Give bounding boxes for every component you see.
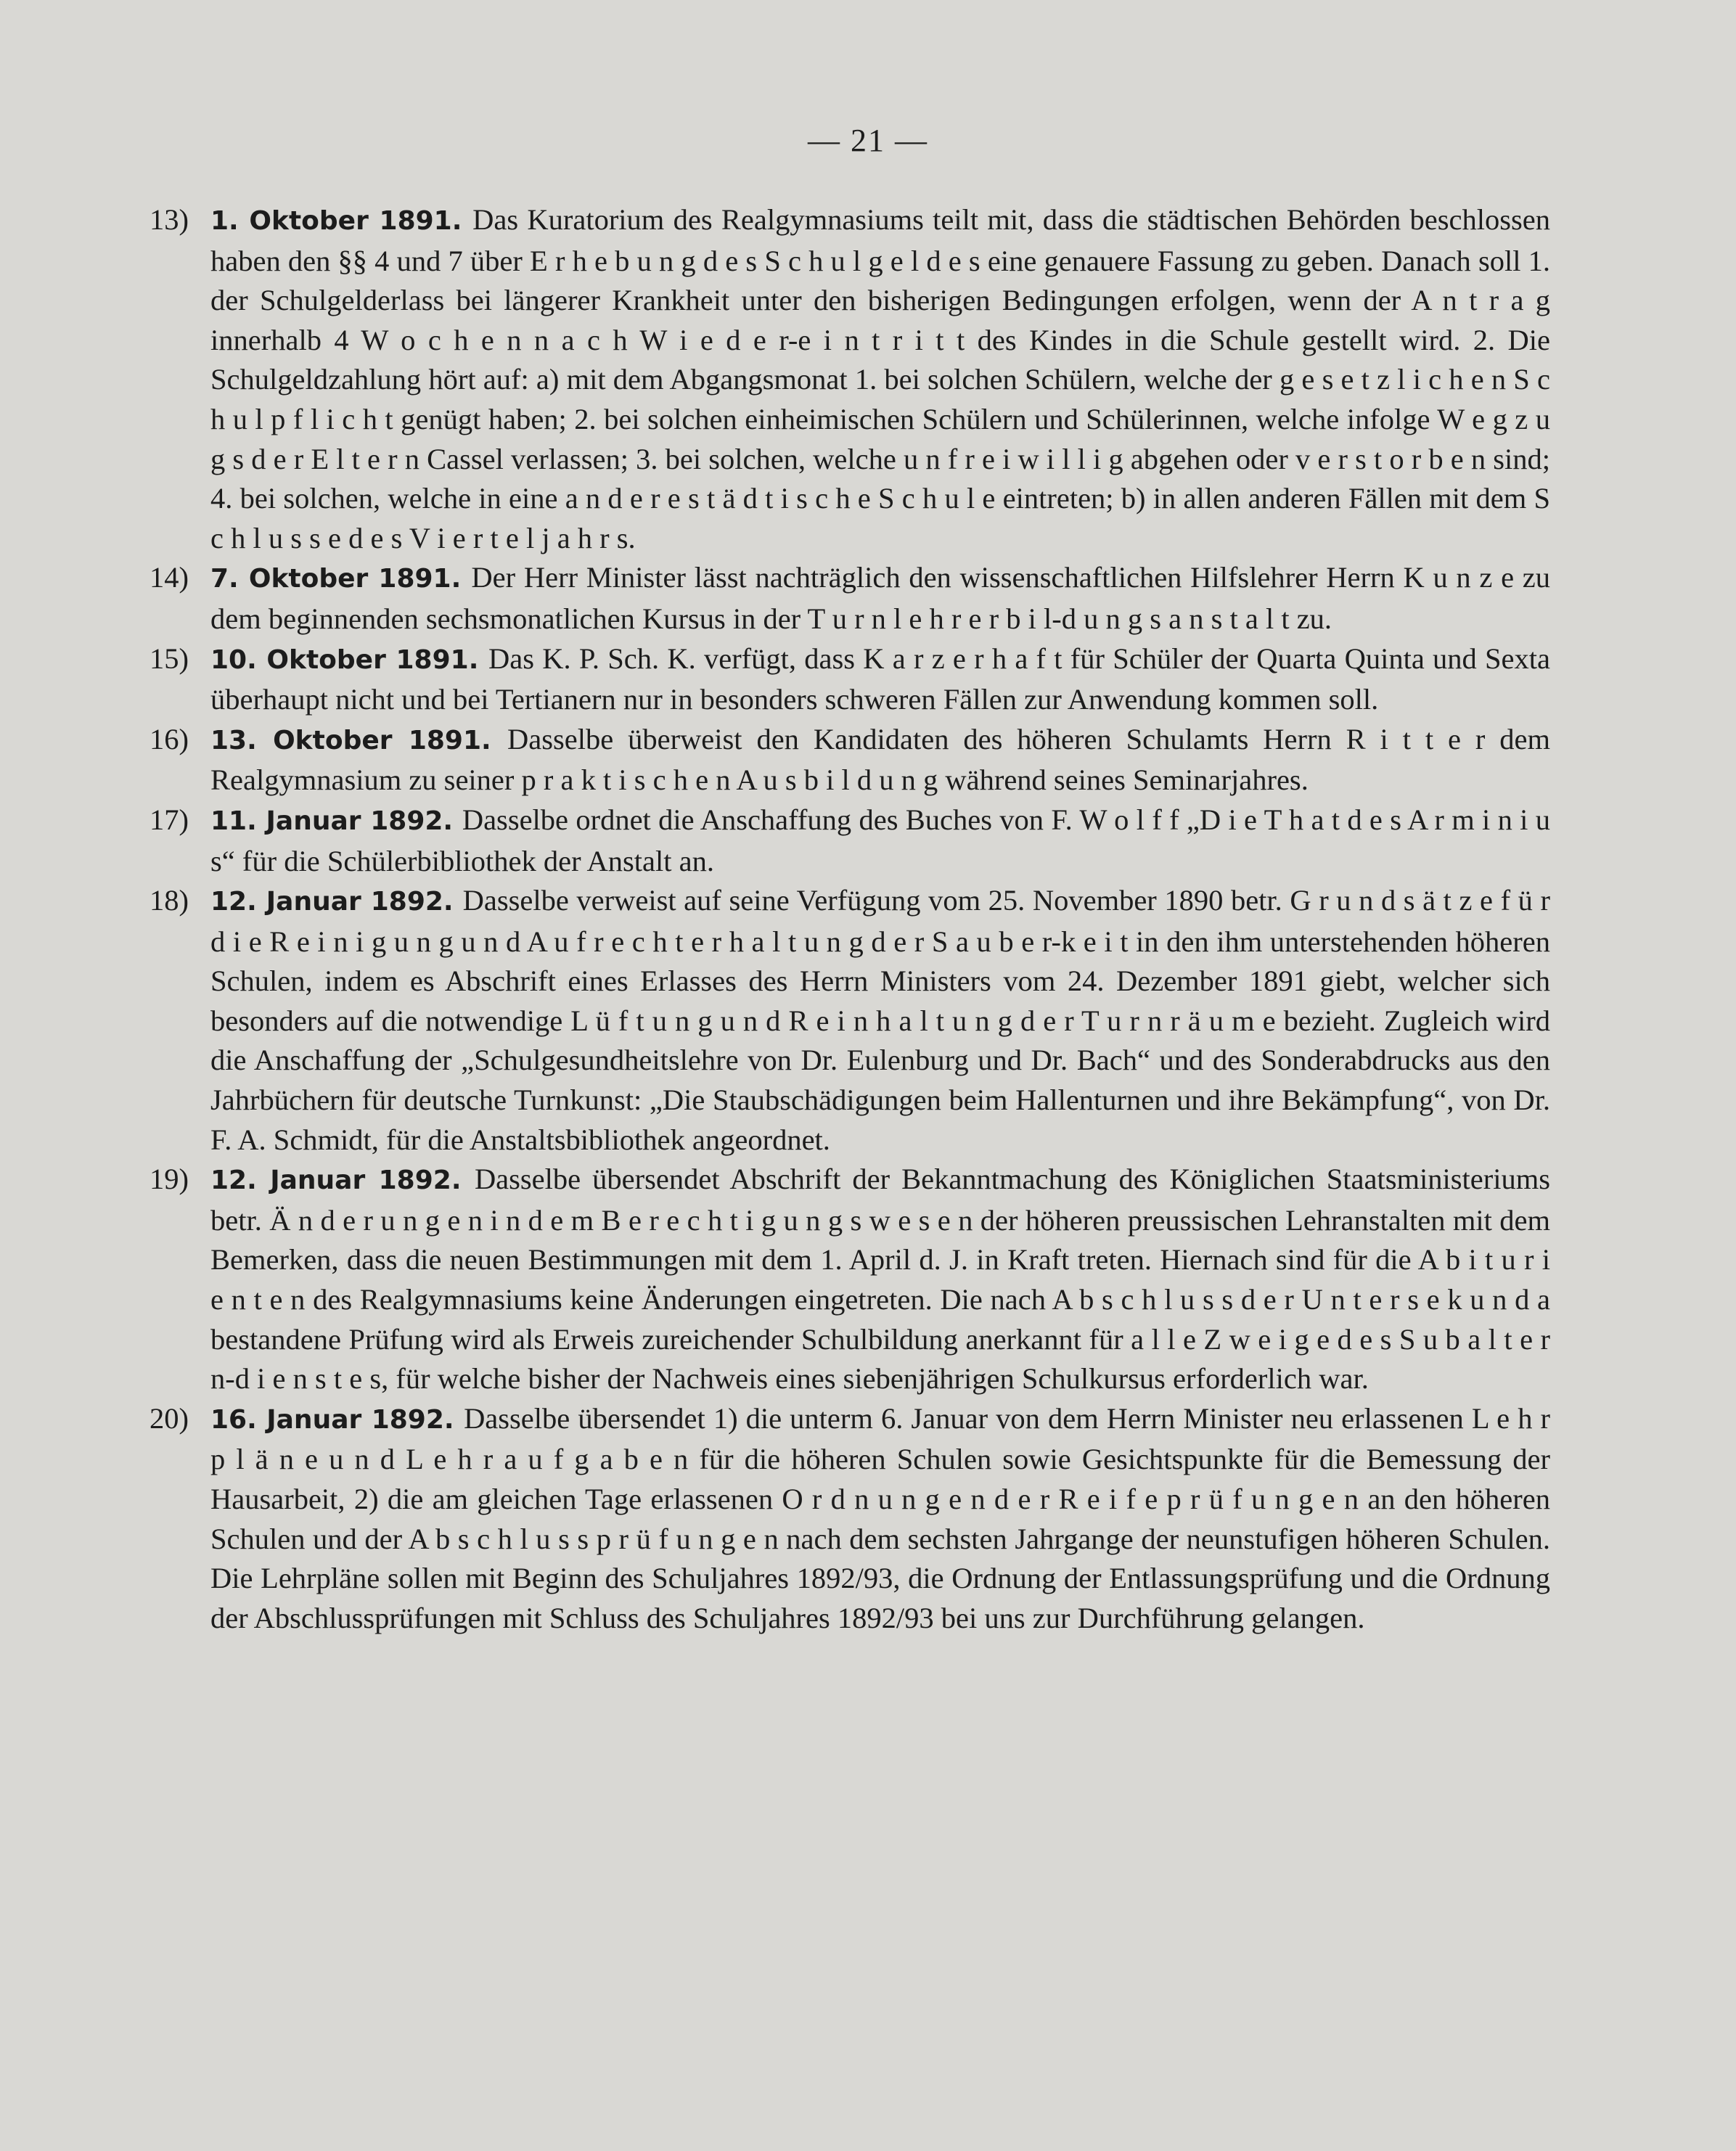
entry-text: Der Herr Minister lässt nachträglich den wissenschaftlichen Hilfslehrer Herrn K u n z e zu dem beginnenden sechsmonatlichen Kursus in der T u r n l e h r e r b i l-d u n g s a n s t a l t zu. bbox=[210, 561, 1551, 635]
entry-text: Dasselbe übersendet Abschrift der Bekanntmachung des Königlichen Staatsministeriums betr. Ä n d e r u n g e n i n d e m B e r e c h t i g u n g s w e s e n der höheren preussischen Lehranstalten mit dem Bemerken, dass die neuen Bestimmungen mit dem 1. April d. J. in Kraft treten. Hiernach sind für die A b i t u r i e n t e n des Realgymnasiums keine Änderungen eingetreten. Die nach A b s c h l u s s d e r U n t e r s e k u n d a bestandene Prüfung wird als Erweis zureichender Schulbildung anerkannt für a l l e Z w e i g e d e s S u b a l t e r n-d i e n s t e s, für welche bisher der Nachweis eines siebenjährigen Schulkursus erforderlich war. bbox=[210, 1163, 1551, 1396]
entry-text: Dasselbe überweist den Kandidaten des höheren Schulamts Herrn R i t t e r dem Realgymnasium zu seiner p r a k t i s c h e n A u s b i l d u n g während seines Seminarjahres. bbox=[210, 722, 1550, 797]
entry-number: 20) bbox=[150, 1401, 189, 1435]
entry-number: 17) bbox=[150, 803, 189, 836]
entry-date: 7. Oktober 1891. bbox=[210, 564, 472, 594]
entry-text: Dasselbe ordnet die Anschaffung des Buches von F. W o l f f „D i e T h a t d e s A r m i n i u s“ für die Schülerbibliothek der Anstalt an. bbox=[210, 803, 1550, 877]
entry-date: 12. Januar 1892. bbox=[210, 887, 463, 917]
entry-date: 12. Januar 1892. bbox=[210, 1165, 475, 1196]
entry-text: Das Kuratorium des Realgymnasiums teilt mit, dass die städtischen Behörden beschlossen haben den §§ 4 und 7 über E r h e b u n g d e s S c h u l g e l d e s eine genauere Fassung zu geben. Danach soll 1. der Schulgelderlass bei längerer Krankheit unter den bisherigen Bedingungen erfolgen, wenn der A n t r a g innerhalb 4 W o c h e n n a c h W i e d e r-e i n t r i t t des Kindes in die Schule gestellt wird. 2. Die Schulgeldzahlung hört auf: a) mit dem Abgangsmonat 1. bei solchen Schülern, welche der g e s e t z l i c h e n S c h u l p f l i c h t genügt haben; 2. bei solchen einheimischen Schülern und Schülerinnen, welche infolge W e g z u g s d e r E l t e r n Cassel verlassen; 3. bei solchen, welche u n f r e i w i l l i g abgehen oder v e r s t o r b e n sind; 4. bei solchen, welche in eine a n d e r e s t ä d t i s c h e S c h u l e eintreten; b) in allen anderen Fällen mit dem S c h l u s s e d e s V i e r t e l j a h r s. bbox=[210, 203, 1551, 554]
entry-date: 10. Oktober 1891. bbox=[210, 644, 489, 675]
entry-text: Das K. P. Sch. K. verfügt, dass K a r z e r h a f t für Schüler der Quarta Quinta und Sexta überhaupt nicht und bei Tertianern nur in besonders schweren Fällen zur Anwendung kommen soll. bbox=[210, 642, 1551, 716]
entry-text: Dasselbe übersendet 1) die unterm 6. Januar von dem Herrn Minister neu erlassenen L e h r p l ä n e u n d L e h r a u f g a b e n für die höheren Schulen sowie Gesichtspunkte für die Bemessung der Hausarbeit, 2) die am gleichen Tage erlassenen O r d n u n g e n d e r R e i f e p r ü f u n g e n an den höheren Schulen und der A b s c h l u s s p r ü f u n g e n nach dem sechsten Jahrgange der neunstufigen höheren Schulen. Die Lehrpläne sollen mit Beginn des Schuljahres 1892/93, die Ordnung der Entlassungsprüfung und die Ordnung der Abschlussprüfungen mit Schluss des Schuljahres 1892/93 bei uns zur Durchführung gelangen. bbox=[210, 1401, 1550, 1634]
page-number: — 21 — bbox=[808, 123, 928, 158]
entry-number: 19) bbox=[150, 1163, 189, 1196]
entry-date: 1. Oktober 1891. bbox=[210, 206, 473, 236]
decree-entry-17 bbox=[150, 800, 1550, 881]
entry-number: 18) bbox=[150, 884, 189, 917]
decree-entry-14 bbox=[150, 558, 1550, 639]
decree-entry-19 bbox=[150, 1160, 1550, 1399]
decree-list bbox=[150, 200, 1550, 1638]
entry-date: 13. Oktober 1891. bbox=[210, 725, 507, 755]
decree-entry-16 bbox=[150, 720, 1550, 800]
entry-date: 11. Januar 1892. bbox=[210, 806, 462, 836]
entry-text: Dasselbe verweist auf seine Verfügung vom 25. November 1890 betr. G r u n d s ä t z e f ü r d i e R e i n i g u n g u n d A u f r e c h t e r h a l t u n g d e r S a u b e r-k e i t in den ihm unterstehenden höheren Schulen, indem es Abschrift eines Erlasses des Herrn Ministers vom 24. Dezember 1891 giebt, welcher sich besonders auf die notwendige L ü f t u n g u n d R e i n h a l t u n g d e r T u r n r ä u m e bezieht. Zugleich wird die Anschaffung der „Schulgesundheitslehre von Dr. Eulenburg und Dr. Bach“ und des Sonderabdrucks aus den Jahrbüchern für deutsche Turnkunst: „Die Staubschädigungen beim Hallenturnen und ihre Bekämpfung“, von Dr. F. A. Schmidt, für die Anstaltsbibliothek angeordnet. bbox=[210, 884, 1550, 1156]
decree-entry-18 bbox=[150, 881, 1550, 1160]
entry-number: 14) bbox=[150, 561, 189, 594]
entry-number: 13) bbox=[150, 203, 189, 236]
entry-number: 15) bbox=[150, 642, 189, 675]
entry-date: 16. Januar 1892. bbox=[210, 1404, 464, 1435]
decree-entry-20 bbox=[150, 1399, 1550, 1639]
decree-entry-13 bbox=[150, 200, 1550, 558]
decree-entry-15 bbox=[150, 639, 1550, 720]
entry-number: 16) bbox=[150, 722, 189, 755]
